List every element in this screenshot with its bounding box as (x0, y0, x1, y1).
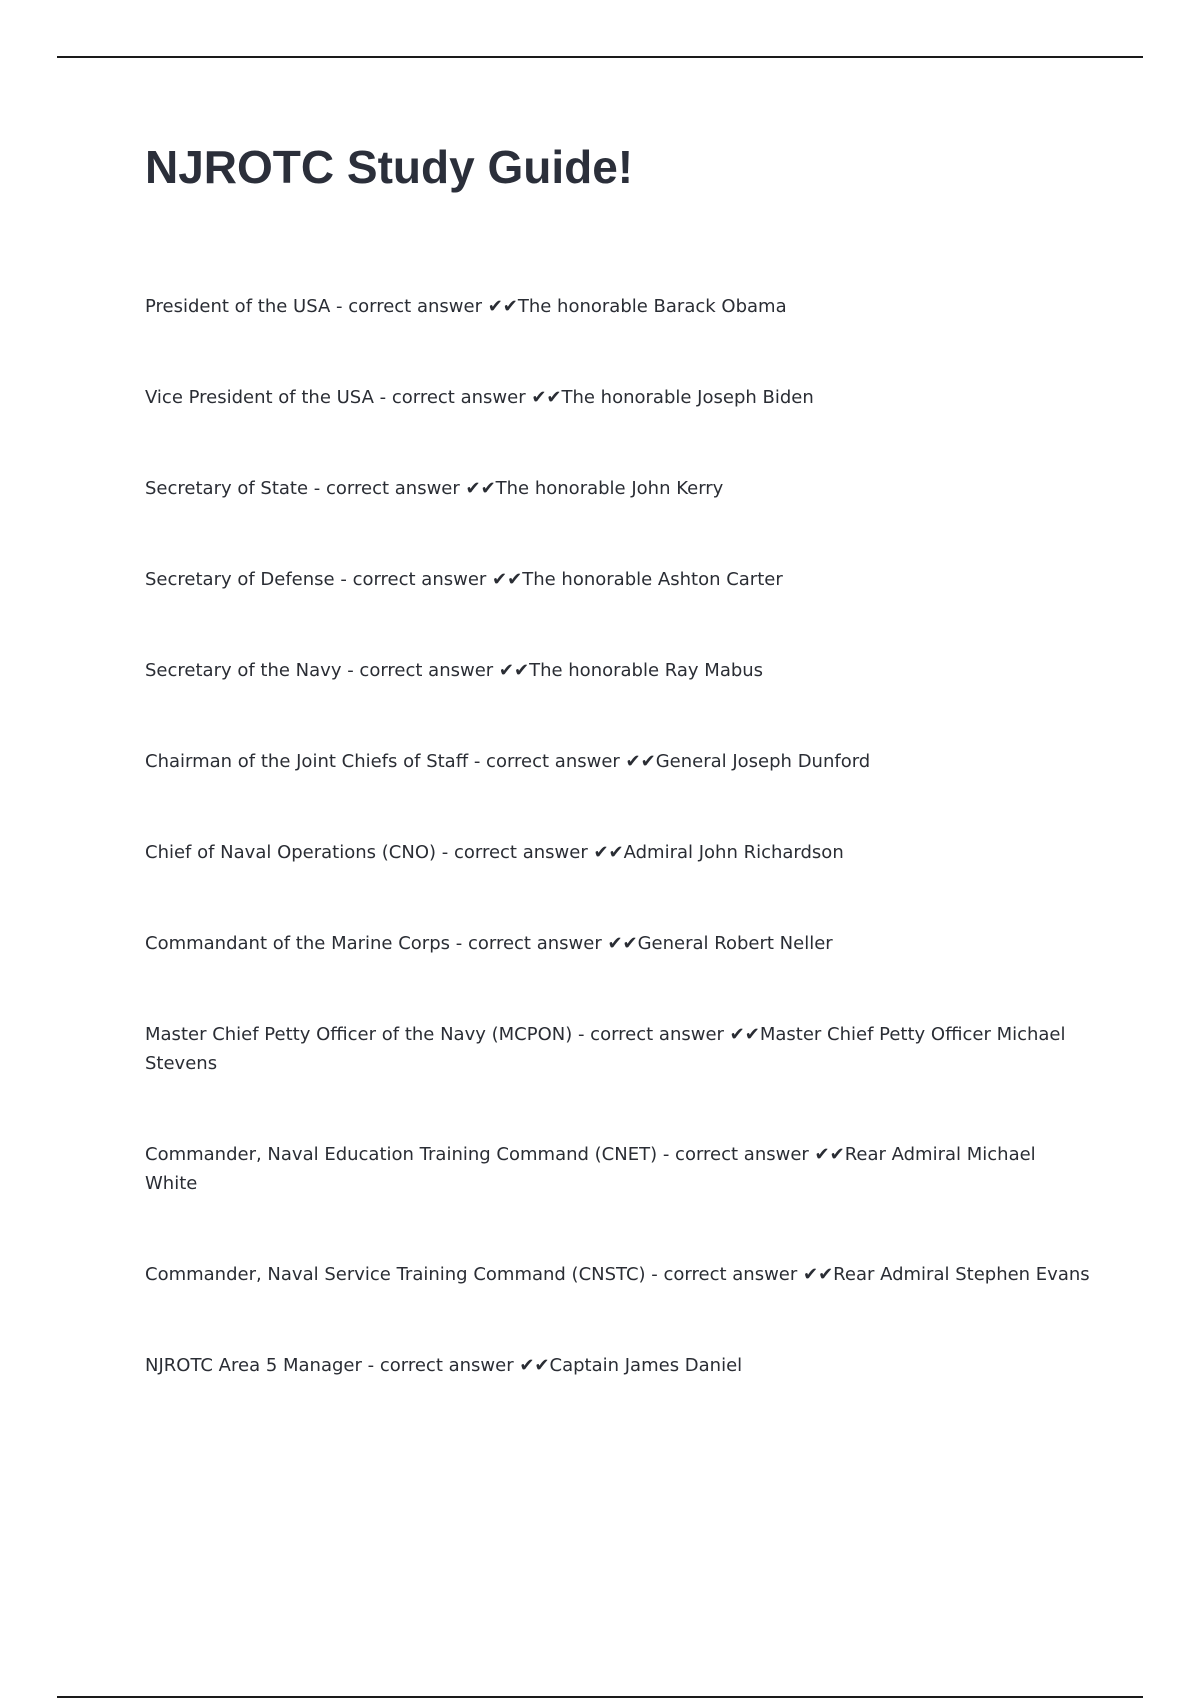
answer-separator: - correct answer (334, 569, 493, 590)
question-text: Chief of Naval Operations (CNO) (145, 842, 437, 863)
check-marks-icon: ✔✔ (729, 1024, 760, 1045)
answer-separator: - correct answer (572, 1024, 730, 1045)
answer-separator: - correct answer (450, 933, 608, 954)
answer-text: The honorable Ashton Carter (522, 569, 783, 590)
answer-text: Rear Admiral Stephen Evans (833, 1264, 1090, 1285)
qa-item (145, 656, 1090, 685)
answer-text: The honorable Joseph Biden (561, 387, 814, 408)
answer-separator: - correct answer (341, 660, 499, 681)
check-marks-icon: ✔✔ (593, 842, 624, 863)
question-text: Commander, Naval Education Training Command (CNET) (145, 1144, 658, 1165)
qa-item (145, 838, 1090, 867)
answer-separator: - correct answer (373, 387, 532, 408)
answer-text: Captain James Daniel (549, 1355, 743, 1376)
answer-text: The honorable Barack Obama (517, 296, 787, 317)
answer-text: Rear Admiral Michael White (145, 1144, 1036, 1194)
qa-item (145, 383, 1090, 412)
answer-text: Master Chief Petty Officer Michael Stevens (145, 1024, 1066, 1074)
check-marks-icon: ✔✔ (519, 1355, 550, 1376)
question-text: Vice President of the USA (145, 387, 374, 408)
answer-separator: - correct answer (657, 1144, 815, 1165)
top-divider (57, 56, 1143, 58)
qa-item (145, 474, 1090, 503)
answer-text: General Joseph Dunford (655, 751, 871, 772)
answer-separator: - correct answer (468, 751, 626, 772)
answer-text: General Robert Neller (637, 933, 833, 954)
answer-separator: - correct answer (330, 296, 488, 317)
qa-item (145, 747, 1090, 776)
question-text: Commander, Naval Service Training Command (CNSTC) (145, 1264, 646, 1285)
answer-separator: - correct answer (361, 1355, 520, 1376)
qa-item (145, 292, 1090, 321)
check-marks-icon: ✔✔ (803, 1264, 834, 1285)
qa-item (145, 1140, 1090, 1198)
check-marks-icon: ✔✔ (465, 478, 496, 499)
question-text: Commandant of the Marine Corps (145, 933, 451, 954)
check-marks-icon: ✔✔ (625, 751, 656, 772)
qa-item (145, 1351, 1090, 1380)
check-marks-icon: ✔✔ (487, 296, 518, 317)
answer-separator: - correct answer (308, 478, 466, 499)
question-text: Secretary of the Navy (145, 660, 342, 681)
qa-list (145, 292, 1090, 1442)
answer-separator: - correct answer (436, 842, 594, 863)
question-text: Chairman of the Joint Chiefs of Staff (145, 751, 469, 772)
page-title: NJROTC Study Guide! (145, 141, 634, 193)
question-text: Secretary of Defense (145, 569, 335, 590)
question-text: Secretary of State (145, 478, 309, 499)
answer-text: The honorable John Kerry (495, 478, 724, 499)
answer-separator: - correct answer (645, 1264, 803, 1285)
answer-text: The honorable Ray Mabus (529, 660, 764, 681)
check-marks-icon: ✔✔ (814, 1144, 845, 1165)
qa-item (145, 929, 1090, 958)
question-text: Master Chief Petty Officer of the Navy (MCPON) (145, 1024, 573, 1045)
check-marks-icon: ✔✔ (607, 933, 638, 954)
qa-item (145, 1260, 1090, 1289)
qa-item (145, 565, 1090, 594)
answer-text: Admiral John Richardson (623, 842, 844, 863)
check-marks-icon: ✔✔ (531, 387, 562, 408)
qa-item (145, 1020, 1090, 1078)
check-marks-icon: ✔✔ (498, 660, 530, 681)
question-text: NJROTC Area 5 Manager (145, 1355, 362, 1376)
bottom-divider (57, 1696, 1143, 1698)
question-text: President of the USA (145, 296, 331, 317)
check-marks-icon: ✔✔ (492, 569, 523, 590)
